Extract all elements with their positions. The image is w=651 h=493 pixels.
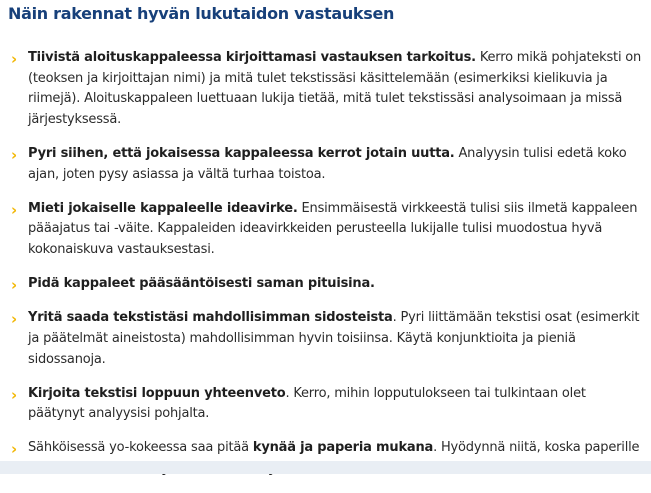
page-title: Näin rakennat hyvän lukutaidon vastauksen: [8, 4, 395, 23]
chevron-right-icon: ›: [11, 385, 17, 404]
chevron-right-icon: ›: [11, 276, 17, 295]
tips-list: [0, 48, 651, 493]
list-item: [0, 308, 651, 370]
bottom-band: [0, 461, 651, 474]
item-text: . Pyri liittämään tekstisi osat (esimerkit ja päätelmät aineistosta) mahdollisimman hyvin toisiinsa. Käytä konjunktioita ja pieniä sidossanoja.: [28, 310, 640, 367]
list-item: [0, 48, 651, 130]
chevron-right-icon: ›: [11, 310, 17, 329]
list-item: [0, 199, 651, 261]
item-text: Sähköisessä yo-kokeessa saa pitää: [28, 440, 253, 456]
item-text: Ensimmäisestä virkkeestä tulisi siis ilmetä kappaleen pääajatus tai -väite. Kappaleiden ideavirkkeiden perusteella lukijalle tulisi muodostua hyvä kokonaiskuva vastauksestasi.: [28, 200, 638, 257]
chevron-right-icon: ›: [11, 145, 17, 164]
list-item: [0, 274, 651, 295]
item-heading: Mieti jokaiselle kappaleelle ideavirke.: [28, 200, 298, 216]
list-item: [0, 144, 651, 185]
item-heading: Pyri siihen, että jokaisessa kappaleessa kerrot jotain uutta.: [28, 145, 455, 161]
item-text: . Hyödynnä niitä, koska paperille: [433, 440, 640, 456]
chevron-right-icon: ›: [11, 440, 17, 459]
chevron-right-icon: ›: [11, 50, 17, 68]
item-heading: Tiivistä aloituskappaleessa kirjoittamasi vastauksen tarkoitus.: [28, 50, 476, 65]
item-heading: Kirjoita tekstisi loppuun yhteenveto: [28, 385, 286, 401]
item-emphasis: kynää ja paperia mukana: [252, 440, 434, 456]
item-text: Kerro mikä pohjateksti on (teoksen ja kirjoittajan nimi) ja mitä tulet tekstissäsi käsittelemään (esimerkiksi kielikuvia ja riimejä). Aloituskappaleen luettuaan lukija tietää, mitä tulet tekstissäsi analysoimaan ja missä järjestyksessä.: [28, 50, 642, 127]
list-item: [0, 384, 651, 425]
item-heading: Yritä saada tekstistäsi mahdollisimman sidosteista: [28, 310, 393, 326]
chevron-right-icon: ›: [11, 200, 17, 219]
item-heading: Pidä kappaleet pääsääntöisesti saman pituisina.: [28, 276, 375, 292]
item-text: . Kerro, mihin lopputulokseen tai tulkintaan olet päätynyt analyysisi pohjalta.: [28, 385, 586, 422]
item-text: Analyysin tulisi edetä koko ajan, joten pysy asiassa ja vältä turhaa toistoa.: [28, 145, 627, 182]
